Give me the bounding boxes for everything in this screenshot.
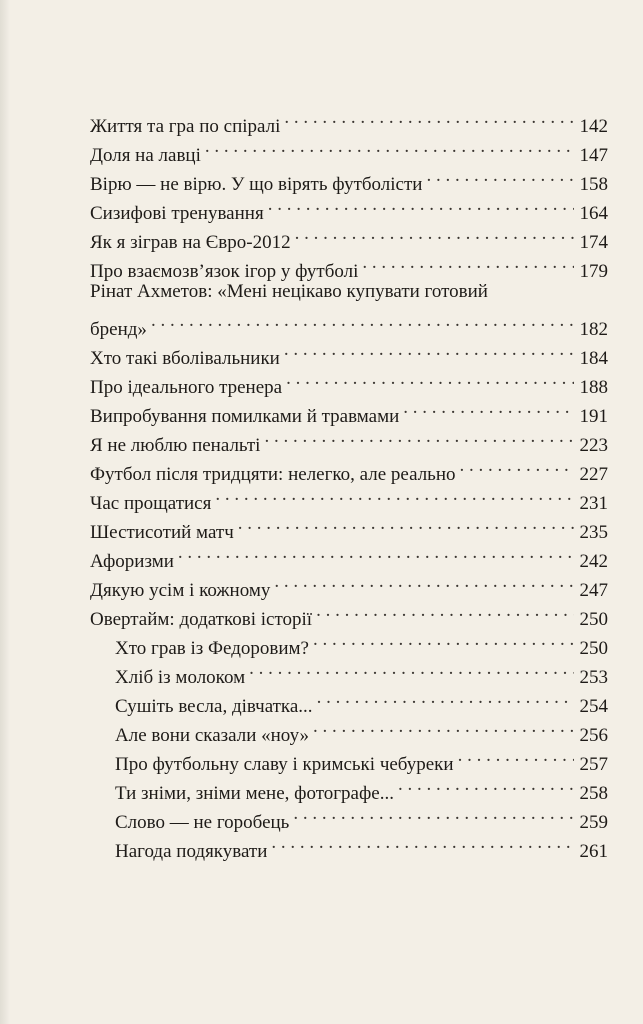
- toc-subentry-title: Хліб із молоком: [115, 667, 246, 688]
- toc-subentry-page: 261: [579, 841, 608, 862]
- dot-leader: [284, 103, 574, 132]
- toc-entry-page: 174: [579, 232, 608, 253]
- toc-entry-page: 191: [579, 406, 608, 427]
- toc-entry-page: 223: [579, 435, 608, 456]
- toc-entry-page: 227: [579, 464, 608, 485]
- toc-entry-title: Життя та гра по спіралі: [90, 116, 281, 137]
- dot-leader: [295, 219, 574, 248]
- dot-leader: [274, 567, 574, 596]
- toc-entry-page: 250: [579, 609, 608, 630]
- dot-leader: [398, 770, 574, 799]
- toc-entry-page: 147: [579, 145, 608, 166]
- toc-subentry-page: 254: [579, 696, 608, 717]
- toc-subentry-page: 256: [579, 725, 608, 746]
- dot-leader: [284, 335, 574, 364]
- toc-entry-page: 247: [579, 580, 608, 601]
- toc-entry-page: 184: [579, 348, 608, 369]
- toc-subentry-page: 250: [579, 638, 608, 659]
- toc-entry-title: Я не люблю пенальті: [90, 435, 261, 456]
- toc-subentry-title: Хто грав із Федоровим?: [115, 638, 309, 659]
- toc-entry-page: 158: [579, 174, 608, 195]
- dot-leader: [403, 393, 574, 422]
- dot-leader: [426, 161, 574, 190]
- toc-subentry-title: Слово — не горобець: [115, 812, 290, 833]
- dot-leader: [313, 712, 574, 741]
- toc-entry-title: Вірю — не вірю. У що вірять футболісти: [90, 174, 423, 195]
- dot-leader: [205, 132, 574, 161]
- toc-subentry-title: Нагода подякувати: [115, 841, 268, 862]
- toc-entry-title: Про ідеального тренера: [90, 377, 283, 398]
- dot-leader: [238, 509, 574, 538]
- toc-entry-title: Сизифові тренування: [90, 203, 264, 224]
- dot-leader: [271, 828, 574, 857]
- dot-leader: [460, 451, 574, 480]
- toc-entry[interactable]: [90, 103, 608, 137]
- toc-entry[interactable]: [90, 335, 608, 369]
- dot-leader: [293, 799, 574, 828]
- toc-entry-title: Дякую усім і кожному: [90, 580, 271, 601]
- toc-entry-page: 231: [579, 493, 608, 514]
- toc-entry-title-line1: Рінат Ахметов: «Мені нецікаво купувати готовий: [90, 281, 488, 302]
- toc-entry-title-line2: бренд»: [90, 319, 147, 340]
- dot-leader: [249, 654, 574, 683]
- toc-subentry-title: Про футбольну славу і кримські чебуреки: [115, 754, 454, 775]
- dot-leader: [268, 190, 574, 219]
- toc-subentry-page: 257: [579, 754, 608, 775]
- toc-entry-title: Доля на лавці: [90, 145, 201, 166]
- dot-leader: [313, 625, 574, 654]
- toc-entry-title: Овертайм: додаткові історії: [90, 609, 313, 630]
- toc-entry-page: 142: [579, 116, 608, 137]
- dot-leader: [151, 306, 574, 335]
- toc-entry-page: 179: [579, 261, 608, 282]
- dot-leader: [215, 480, 574, 509]
- dot-leader: [264, 422, 574, 451]
- toc-subentry-page: 253: [579, 667, 608, 688]
- toc-entry-page: 242: [579, 551, 608, 572]
- toc-entry-page: 188: [579, 377, 608, 398]
- toc-entry-title: Шестисотий матч: [90, 522, 234, 543]
- toc-subentry-page: 258: [579, 783, 608, 804]
- toc-entry-title: Афоризми: [90, 551, 174, 572]
- toc-subentry-title: Але вони сказали «ноу»: [115, 725, 310, 746]
- toc-entry[interactable]: [90, 277, 608, 340]
- page-edge-shadow: [0, 0, 10, 1024]
- toc-entry-title: Час прощатися: [90, 493, 212, 514]
- toc-entry-second-line: [90, 306, 608, 340]
- toc-entry-title: Про взаємозв’язок ігор у футболі: [90, 261, 359, 282]
- toc-entry-title: Як я зіграв на Євро-2012: [90, 232, 291, 253]
- toc-subentry-title: Ти зніми, зніми мене, фотографе...: [115, 783, 394, 804]
- dot-leader: [178, 538, 574, 567]
- toc-subentry-title: Сушіть весла, дівчатка...: [115, 696, 313, 717]
- toc-entry-title: Випробування помилками й травмами: [90, 406, 400, 427]
- dot-leader: [458, 741, 574, 770]
- dot-leader: [317, 683, 574, 712]
- table-of-contents: [90, 103, 608, 862]
- dot-leader: [286, 364, 574, 393]
- toc-entry-title: Футбол після тридцяти: нелегко, але реально: [90, 464, 456, 485]
- toc-entry-title: Хто такі вболівальники: [90, 348, 280, 369]
- toc-entry-page: 182: [579, 319, 608, 340]
- toc-entry-page: 235: [579, 522, 608, 543]
- dot-leader: [362, 248, 574, 277]
- toc-subentry-page: 259: [579, 812, 608, 833]
- toc-entry-page: 164: [579, 203, 608, 224]
- dot-leader: [316, 596, 574, 625]
